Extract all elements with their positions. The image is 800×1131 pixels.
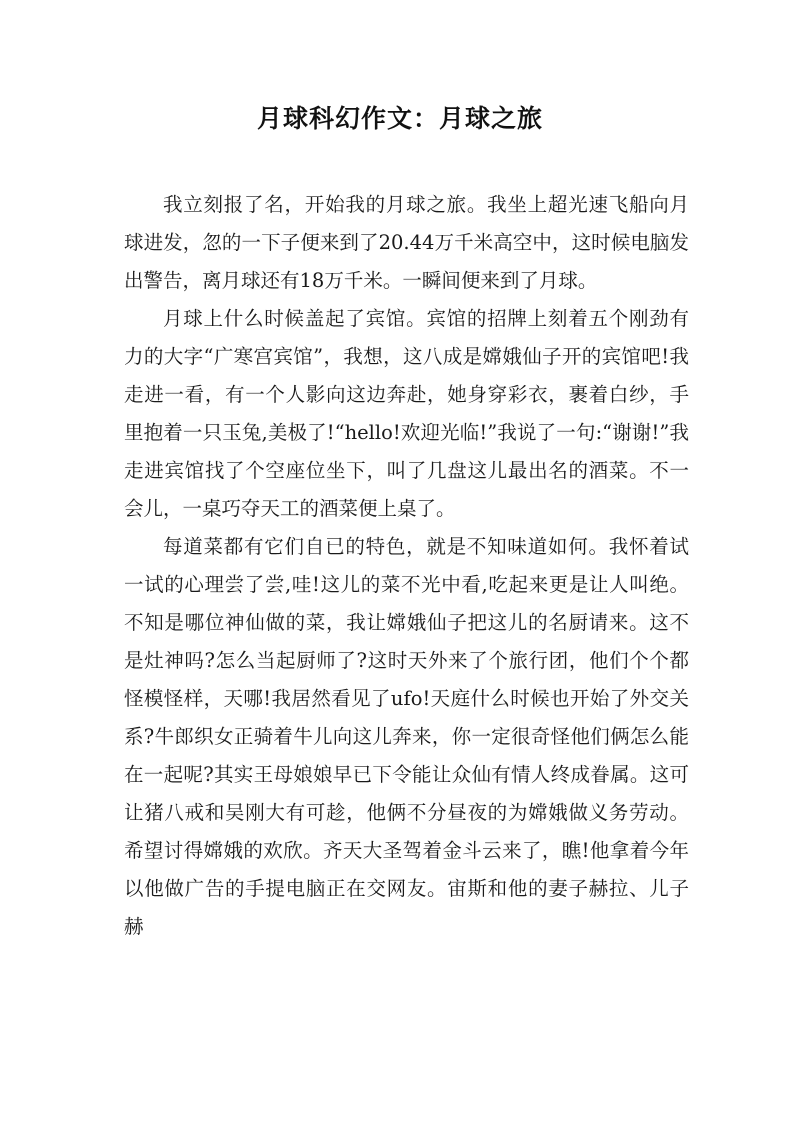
paragraph-3: 每道菜都有它们自已的特色，就是不知味道如何。我怀着试一试的心理尝了尝,哇!这儿的菜不光中看,吃起来更是让人叫绝。不知是哪位神仙做的菜，我让嫦娥仙子把这儿的名厨请来。这不是灶神吗?怎么当起厨师了?这时天外来了个旅行团，他们个个都怪模怪样，天哪!我居然看见了ufo!天庭什么时候也开始了外交关系?牛郎织女正骑着牛儿向这儿奔来，你一定很奇怪他们俩怎么能在一起呢?其实王母娘娘早已下令能让众仙有情人终成眷属。这可让猪八戒和吴刚大有可趁，他俩不分昼夜的为嫦娥做义务劳动。希望讨得嫦娥的欢欣。齐天大圣驾着金斗云来了，瞧!他拿着今年以他做广告的手提电脑正在交网友。宙斯和他的妻子赫拉、儿子赫	[124, 535, 689, 938]
document-title: 月球科幻作文：月球之旅	[256, 104, 543, 133]
paragraph-1: 我立刻报了名，开始我的月球之旅。我坐上超光速飞船向月球进发，忽的一下子便来到了20.44万千米高空中，这时候电脑发出警告，离月球还有18万千米。一瞬间便来到了月球。	[124, 193, 689, 292]
document-body	[124, 186, 689, 946]
paragraph-2: 月球上什么时候盖起了宾馆。宾馆的招牌上刻着五个刚劲有力的大字“广寒宫宾馆”，我想，这八成是嫦娥仙子开的宾馆吧!我走进一看，有一个人影向这边奔赴，她身穿彩衣，裹着白纱，手里抱着一只玉兔,美极了!“hello!欢迎光临!”我说了一句:“谢谢!”我走进宾馆找了个空座位坐下，叫了几盘这儿最出名的酒菜。不一会儿，一桌巧夺天工的酒菜便上桌了。	[124, 307, 689, 520]
